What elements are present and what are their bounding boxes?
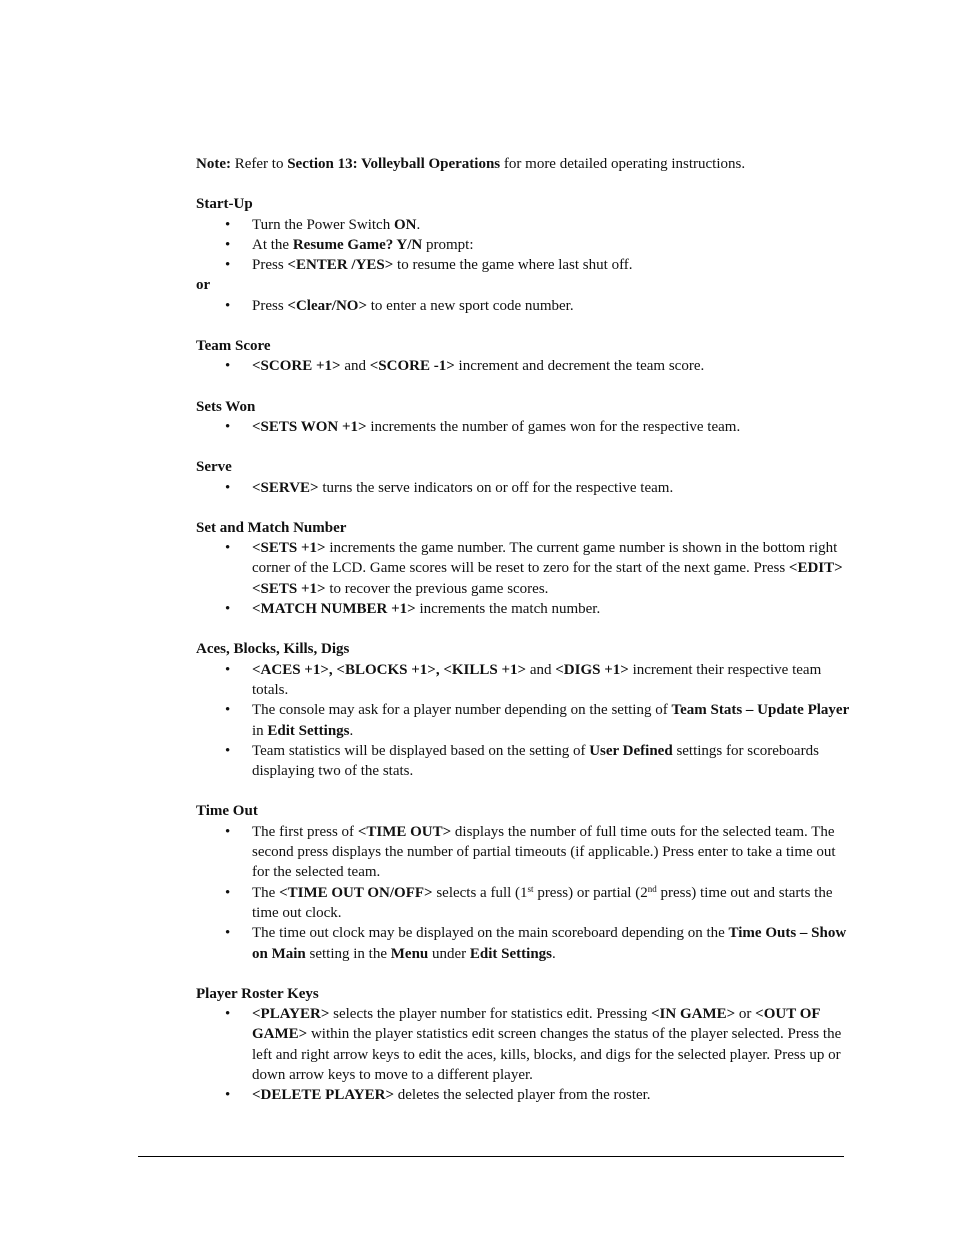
item-text: . xyxy=(349,722,354,739)
list-item xyxy=(196,883,856,924)
list-item xyxy=(196,296,856,316)
item-text: under xyxy=(428,945,470,962)
item-setting: Edit Settings xyxy=(267,722,350,739)
list-item xyxy=(196,660,856,701)
item-setting: Edit Settings xyxy=(469,945,553,962)
item-key: <SCORE -1> xyxy=(369,358,455,375)
item-text: increment and decrement the team score. xyxy=(454,358,705,375)
list-item xyxy=(196,1085,856,1105)
list-item xyxy=(196,215,856,235)
section-player-roster-keys xyxy=(196,984,856,1106)
section-heading: Player Roster Keys xyxy=(196,985,319,1002)
section-heading: Serve xyxy=(196,459,232,476)
note-label: Note: xyxy=(196,156,231,172)
list-item xyxy=(196,478,856,498)
note-text-end: for more detailed operating instructions. xyxy=(500,156,746,172)
ordinal-suffix: st xyxy=(527,883,534,894)
item-text: The time out clock may be displayed on the main scoreboard depending on the xyxy=(252,925,729,942)
list-item xyxy=(196,356,856,376)
item-text: turns the serve indicators on or off for the respective team. xyxy=(318,479,674,496)
section-startup xyxy=(196,194,856,316)
item-text: The console may ask for a player number depending on the setting of xyxy=(252,702,672,719)
section-team-score xyxy=(196,336,856,377)
item-text: At the xyxy=(252,236,293,253)
item-text: setting in the xyxy=(305,945,391,962)
item-text: to resume the game where last shut off. xyxy=(393,257,633,274)
bullet-list xyxy=(196,660,856,782)
list-item xyxy=(196,822,856,883)
item-key: <SETS WON +1> xyxy=(252,418,367,435)
section-heading: Set and Match Number xyxy=(196,519,347,536)
item-key: <DELETE PLAYER> xyxy=(252,1087,394,1104)
or-label: or xyxy=(196,277,211,294)
section-time-out xyxy=(196,801,856,963)
section-sets-won xyxy=(196,397,856,438)
item-text: Press xyxy=(252,257,288,274)
item-key: <TIME OUT> xyxy=(357,823,452,840)
item-key: <PLAYER> xyxy=(252,1006,330,1023)
item-key: <ACES +1>, <BLOCKS +1>, <KILLS +1> xyxy=(252,661,527,678)
note-paragraph xyxy=(196,154,856,174)
bullet-list xyxy=(196,478,856,498)
item-text: increment their respective team totals. xyxy=(252,661,822,698)
section-set-match-number xyxy=(196,518,856,619)
item-key: <EDIT><SETS +1> xyxy=(252,560,843,597)
item-text: . xyxy=(416,216,421,233)
item-text: displays the number of full time outs for the selected team. The second press displays the number of partial timeouts (if applicable.) Press enter to take a time out for the selected team. xyxy=(252,823,836,881)
document-body xyxy=(196,154,856,1126)
section-heading: Team Score xyxy=(196,338,271,355)
item-key: Resume Game? Y/N xyxy=(292,236,423,253)
bullet-list xyxy=(196,822,856,964)
item-text: deletes the selected player from the roster. xyxy=(394,1087,651,1104)
item-key: <Clear/NO> xyxy=(287,297,367,314)
item-text: Turn the Power Switch xyxy=(252,216,394,233)
list-item xyxy=(196,1004,856,1085)
item-text: prompt: xyxy=(422,236,474,253)
item-text: settings for scoreboards displaying two of the stats. xyxy=(252,742,819,780)
item-text: in xyxy=(252,722,268,739)
bullet-list xyxy=(196,538,856,619)
item-text: Team statistics will be displayed based on the setting of xyxy=(252,742,590,759)
item-key: <IN GAME> xyxy=(650,1006,736,1023)
item-text: to enter a new sport code number. xyxy=(367,297,574,314)
item-text: selects the player number for statistics edit. Pressing xyxy=(329,1006,651,1023)
item-text: increments the game number. The current game number is shown in the bottom right corner of the LCD. Game scores will be reset to zero for the start of the next game. Press xyxy=(252,540,838,577)
item-text: press) or partial (2 xyxy=(533,884,648,901)
section-heading: Aces, Blocks, Kills, Digs xyxy=(196,641,350,658)
item-text: increments the match number. xyxy=(415,601,601,618)
item-text: within the player statistics edit screen changes the status of the player selected. Press the left and right arrow keys to edit the aces, kills, blocks, and digs for the selected player. Press up or down arrow keys to move to a different player. xyxy=(252,1026,842,1083)
item-setting: Menu xyxy=(390,945,429,962)
item-key: <OUT OF GAME> xyxy=(252,1006,820,1043)
item-text: Press xyxy=(252,297,288,314)
bullet-list xyxy=(196,1004,856,1105)
ordinal-suffix: nd xyxy=(647,883,657,894)
list-item xyxy=(196,741,856,782)
item-text: The first press of xyxy=(252,823,358,840)
note-reference: Section 13: Volleyball Operations xyxy=(287,156,501,172)
item-text: . xyxy=(552,945,556,962)
item-text: The xyxy=(252,884,280,901)
item-text: to recover the previous game scores. xyxy=(325,580,549,597)
item-text: and xyxy=(526,661,556,678)
list-item xyxy=(196,923,856,964)
item-setting: Team Stats – Update Player xyxy=(671,702,850,719)
item-key: <MATCH NUMBER +1> xyxy=(252,601,416,618)
item-key: <SCORE +1> xyxy=(252,358,341,375)
item-setting: Time Outs – Show on Main xyxy=(252,925,847,962)
bullet-list xyxy=(196,215,856,276)
item-setting: User Defined xyxy=(589,742,673,759)
list-item xyxy=(196,538,856,599)
list-item xyxy=(196,255,856,275)
section-aces-blocks-kills-digs xyxy=(196,639,856,781)
item-key: <DIGS +1> xyxy=(555,661,629,678)
item-text: and xyxy=(340,358,370,375)
item-key: ON xyxy=(393,216,417,233)
item-key: <ENTER /YES> xyxy=(287,257,394,274)
bullet-list xyxy=(196,356,856,376)
item-text: press) time out and starts the time out clock. xyxy=(252,884,833,921)
bullet-list xyxy=(196,296,856,316)
item-key: <SETS +1> xyxy=(252,540,326,557)
section-heading: Sets Won xyxy=(196,398,256,415)
bullet-list xyxy=(196,417,856,437)
section-serve xyxy=(196,457,856,498)
footer-rule xyxy=(138,1156,844,1157)
item-text: or xyxy=(735,1006,756,1023)
list-item xyxy=(196,235,856,255)
section-heading: Time Out xyxy=(196,803,258,820)
item-key: <TIME OUT ON/OFF> xyxy=(279,884,433,901)
item-key: <SERVE> xyxy=(252,479,319,496)
list-item xyxy=(196,417,856,437)
item-text: selects a full (1 xyxy=(432,884,528,901)
item-text: increments the number of games won for the respective team. xyxy=(366,418,741,435)
section-heading: Start-Up xyxy=(196,196,253,213)
list-item xyxy=(196,700,856,741)
list-item xyxy=(196,599,856,619)
note-text: Refer to xyxy=(230,156,288,172)
